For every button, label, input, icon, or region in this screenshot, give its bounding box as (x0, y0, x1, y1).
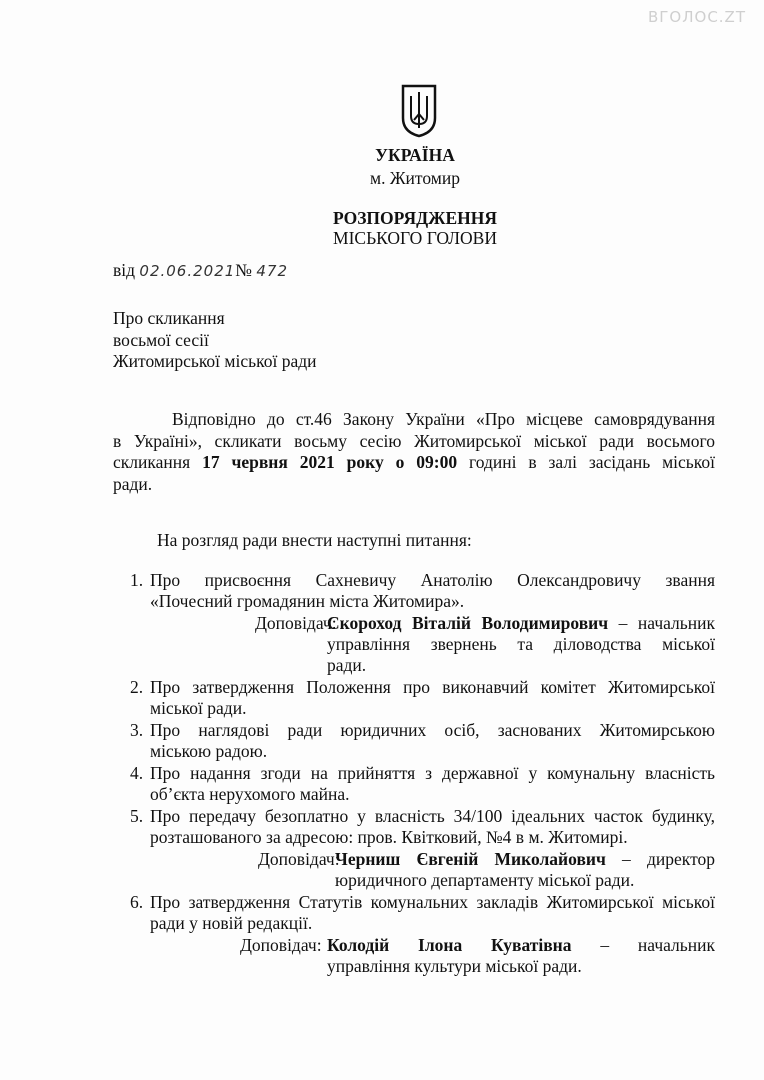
speaker-role: ради. (327, 655, 367, 675)
item-number: 4. (130, 763, 144, 783)
doc-type: РОЗПОРЯДЖЕННЯ (333, 208, 497, 228)
body-line: в Україні», скликати восьму сесію Житомирської міської ради восьмого (113, 431, 715, 451)
item-text: ради у новій редакції. (150, 913, 313, 933)
item-text: Про затвердження Положення про виконавчий комітет Житомирської (150, 677, 715, 697)
speaker-line (327, 613, 715, 633)
item-text: Про передачу безоплатно у власність 34/100 ідеальних часток будинку, (150, 806, 715, 826)
speaker-label: Доповідач: (255, 613, 337, 633)
subject-line: Про скликання (113, 308, 225, 328)
body-line: Відповідно до ст.46 Закону України «Про місцеве самоврядування (172, 409, 715, 429)
speaker-role: юридичного департаменту міської ради. (335, 870, 635, 890)
date-prefix: від (113, 260, 136, 280)
watermark-logo (648, 8, 746, 26)
number-sign: № (235, 260, 252, 280)
item-text: Про наглядові ради юридичних осіб, заснованих Житомирською (150, 720, 715, 740)
body-line: ради. (113, 474, 153, 494)
item-text: Про затвердження Статутів комунальних закладів Житомирської міської (150, 892, 715, 912)
subject-line: Житомирської міської ради (113, 351, 317, 371)
city: м. Житомир (370, 168, 460, 188)
text: годині в залі засідань міської (457, 452, 715, 472)
doc-date-line (113, 260, 288, 281)
item-text: Про надання згоди на прийняття з державної у комунальну власність (150, 763, 715, 783)
item-text: «Почесний громадянин міста Житомира». (150, 591, 465, 611)
item-number: 2. (130, 677, 144, 697)
item-number: 1. (130, 570, 144, 590)
item-text: об’єкта нерухомого майна. (150, 784, 350, 804)
item-text: розташованого за адресою: пров. Квітковий, №4 в м. Житомирі. (150, 827, 628, 847)
text: скликання (113, 452, 203, 472)
number-handwritten: 472 (256, 262, 289, 280)
date-handwritten: 02.06.2021 (139, 262, 236, 280)
item-text: міської ради. (150, 698, 247, 718)
speaker-label: Доповідач: (258, 849, 340, 869)
speaker-label: Доповідач: (240, 935, 322, 955)
subject-line: восьмої сесії (113, 330, 209, 350)
speaker-role: управління звернень та діловодства міської (327, 634, 715, 654)
item-text: міською радою. (150, 741, 268, 761)
session-datetime: 17 червня 2021 року о 09:00 (202, 452, 458, 472)
speaker-name: Черниш Євгеній Миколайович (335, 849, 606, 869)
agenda-intro: На розгляд ради внести наступні питання: (157, 530, 472, 550)
speaker-role: – директор (605, 849, 715, 869)
speaker-role: – начальник (608, 613, 715, 633)
item-number: 6. (130, 892, 144, 912)
speaker-name: Колодій Ілона Куватівна (327, 935, 572, 955)
item-text: Про присвоєння Сахневичу Анатолію Олександровичу звання (150, 570, 715, 590)
speaker-role: управління культури міської ради. (327, 956, 582, 976)
item-number: 5. (130, 806, 144, 826)
speaker-role: – начальник (571, 935, 715, 955)
item-number: 3. (130, 720, 144, 740)
speaker-name: Скороход Віталій Володимирович (327, 613, 609, 633)
watermark-text: ВГОЛОС.ZT (647, 8, 746, 26)
coat-of-arms-icon (401, 84, 437, 138)
issuer: МІСЬКОГО ГОЛОВИ (333, 228, 497, 248)
country-title: УКРАЇНА (375, 145, 455, 165)
speaker-line (327, 935, 715, 955)
body-line (113, 452, 715, 472)
speaker-line (335, 849, 715, 869)
